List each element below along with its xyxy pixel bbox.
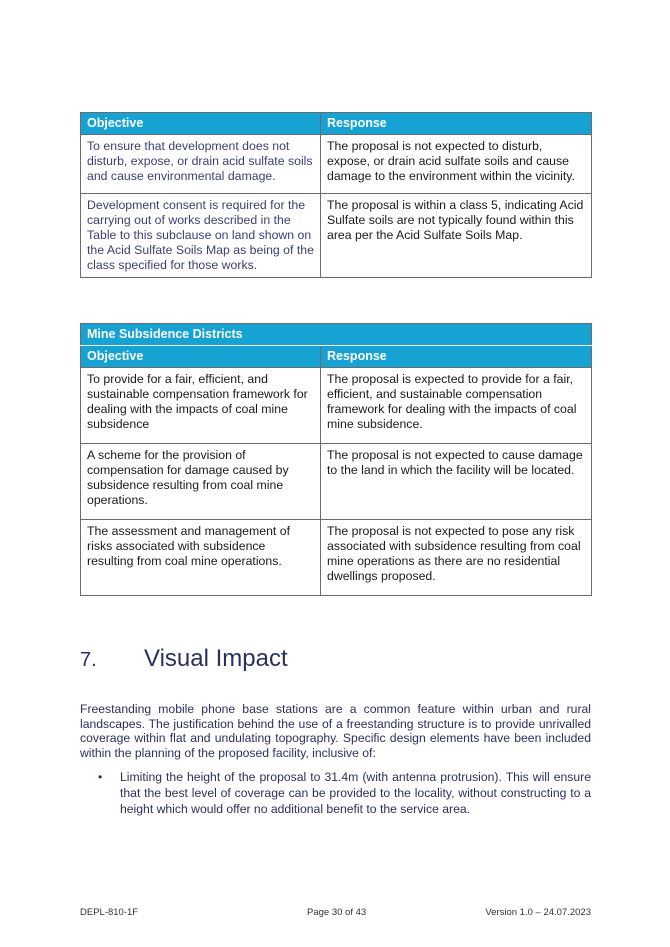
version-label: Version 1.0 – 24.07.2023 [485,907,591,918]
mine-subsidence-table [80,323,592,596]
table-row [81,520,592,596]
bullet-icon: • [98,770,103,784]
objective-cell: Development consent is required for the carrying out of works described in the Table to this subclause on land shown on the Acid Sulfate Soils Map as being of the class specified for those works. [81,194,321,278]
response-cell: The proposal is not expected to disturb, expose, or drain acid sulfate soils and cause damage to the environment within the vicinity. [321,135,592,194]
bullet-text: Limiting the height of the proposal to 31.4m (with antenna protrusion). This will ensure that the best level of coverage can be provided to the locality, without constructing to a height which would offer no additional benefit to the service area. [120,770,591,816]
objective-cell: A scheme for the provision of compensation for damage caused by subsidence resulting from coal mine operations. [81,444,321,520]
page-number: Page 30 of 43 [307,907,367,918]
bullet-item [80,769,591,817]
response-cell: The proposal is not expected to pose any risk associated with subsidence resulting from coal mine operations as there are no residential dwellings proposed. [321,520,592,596]
acid-sulfate-table [80,112,592,278]
section-paragraph: Freestanding mobile phone base stations are a common feature within urban and rural landscapes. The justification behind the use of a freestanding structure is to provide unrivalled coverage within flat and undulating topography. Specific design elements have been included within the planning of the proposed facility, inclusive of: [80,702,591,760]
objective-cell: To provide for a fair, efficient, and sustainable compensation framework for dealing with the impacts of coal mine subsidence [81,368,321,444]
table-row [81,194,592,278]
objective-header: Objective [81,113,321,135]
objective-cell: To ensure that development does not disturb, expose, or drain acid sulfate soils and cause environmental damage. [81,135,321,194]
section-number: 7. [80,649,97,671]
objective-cell: The assessment and management of risks associated with subsidence resulting from coal mine operations. [81,520,321,596]
table-row [81,444,592,520]
table-row [81,135,592,194]
response-header: Response [321,113,592,135]
response-cell: The proposal is not expected to cause damage to the land in which the facility will be located. [321,444,592,520]
doc-id: DEPL-810-1F [80,907,139,918]
table-row [81,368,592,444]
section-heading [80,645,288,673]
response-header: Response [321,346,592,368]
section-title: Visual Impact [144,645,288,672]
objective-header: Objective [81,346,321,368]
response-cell: The proposal is within a class 5, indicating Acid Sulfate soils are not typically found within this area per the Acid Sulfate Soils Map. [321,194,592,278]
table-title: Mine Subsidence Districts [81,324,592,346]
response-cell: The proposal is expected to provide for a fair, efficient, and sustainable compensation framework for dealing with the impacts of coal mine subsidence. [321,368,592,444]
